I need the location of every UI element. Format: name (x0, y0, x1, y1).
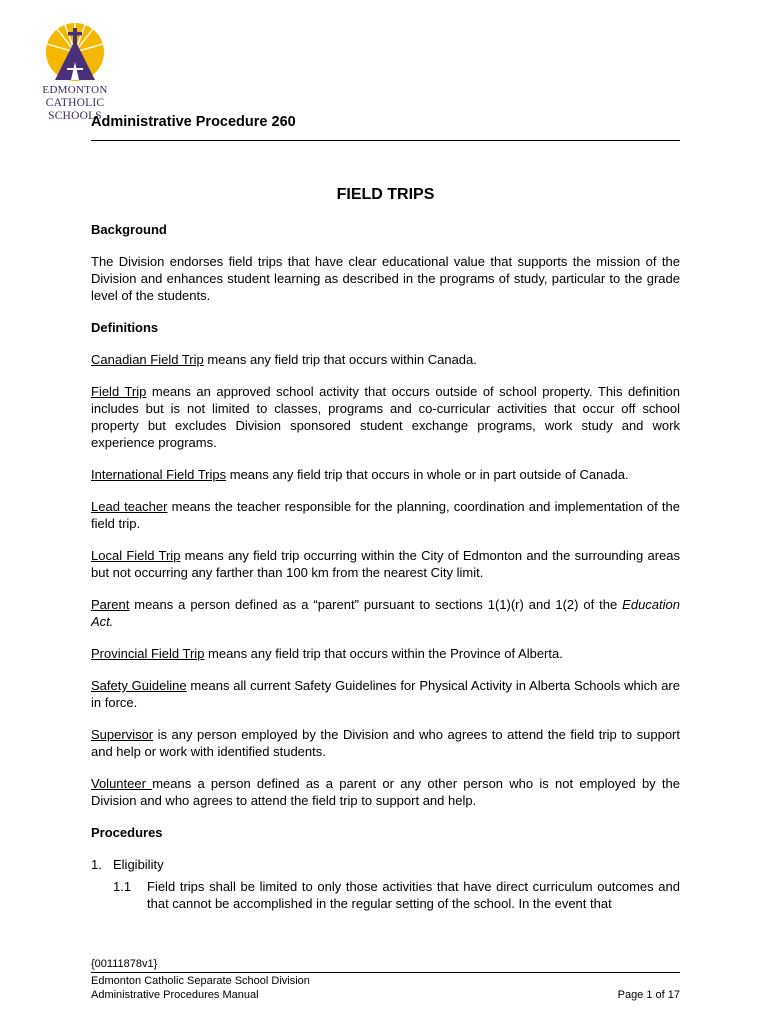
footer-divider (91, 972, 680, 973)
header-divider (91, 140, 680, 141)
definition-text: means any field trip that occurs in whole or in part outside of Canada. (226, 467, 629, 482)
definition-text: means an approved school activity that occurs outside of school property. This definition includes but is not limited to classes, programs and co-curricular activities that occur off school property but excludes Division sponsored student exchange programs, work study and work experience programs. (91, 384, 680, 450)
definition-term: Lead teacher (91, 499, 168, 514)
list-item (91, 856, 680, 873)
page-number: Page 1 of 17 (617, 989, 680, 1001)
sub-list-number: 1.1 (113, 879, 132, 894)
document-title: FIELD TRIPS (336, 186, 435, 203)
definition-item (91, 775, 680, 809)
footer-division: Edmonton Catholic Separate School Division (91, 975, 310, 987)
definition-term: Parent (91, 597, 130, 612)
definition-term: Supervisor (91, 727, 154, 742)
definition-item (91, 677, 680, 711)
sub-list-text: Field trips shall be limited to only those activities that have direct curriculum outcomes and that cannot be accomplished in the regular setting of the school. In the event that (147, 879, 680, 911)
definition-item (91, 351, 680, 368)
definition-term: Field Trip (91, 384, 147, 399)
footer-doc-id: {00111878v1} (91, 958, 158, 970)
list-number: 1. (91, 857, 102, 872)
definitions-heading: Definitions (91, 320, 159, 335)
definition-act-title: Education Act. (91, 597, 680, 629)
logo-line-2: CATHOLIC SCHOOLS (45, 97, 105, 122)
definition-term: International Field Trips (91, 467, 227, 482)
definition-text: means any field trip that occurs within the Province of Alberta. (204, 646, 563, 661)
definition-text: means all current Safety Guidelines for Physical Activity in Alberta Schools which are in force. (91, 678, 680, 710)
definition-term: Provincial Field Trip (91, 646, 205, 661)
document-body (91, 221, 680, 912)
footer-manual: Administrative Procedures Manual (91, 989, 259, 1001)
definition-term: Local Field Trip (91, 548, 181, 563)
definition-item (91, 383, 680, 451)
definition-text: means a person defined as a “parent” pursuant to sections 1(1)(r) and 1(2) of the (129, 597, 623, 612)
definition-item (91, 726, 680, 760)
definition-item (91, 466, 680, 483)
definition-term: Canadian Field Trip (91, 352, 204, 367)
background-heading: Background (91, 222, 167, 237)
procedure-number: Administrative Procedure 260 (91, 114, 296, 130)
procedures-list (91, 856, 680, 912)
definition-text: means a person defined as a parent or any other person who is not employed by the Division and who agrees to attend the field trip to support and help. (91, 776, 680, 808)
definition-term: Safety Guideline (91, 678, 187, 693)
definition-item (91, 645, 680, 662)
page-footer (91, 957, 680, 1002)
definition-item (91, 498, 680, 532)
background-text: The Division endorses field trips that have clear educational value that supports the mission of the Division and enhances student learning as described in the programs of study, particular to the grade level of the students. (91, 254, 680, 303)
edmonton-catholic-schools-logo (20, 22, 130, 122)
definition-text: is any person employed by the Division and who agrees to attend the field trip to support and help or work with identified students. (91, 727, 680, 759)
definition-text: means the teacher responsible for the planning, coordination and implementation of the field trip. (91, 499, 680, 531)
definition-term: Volunteer (91, 776, 153, 791)
logo-line-1: EDMONTON (42, 84, 108, 96)
procedures-heading: Procedures (91, 825, 163, 840)
list-label: Eligibility (113, 857, 164, 872)
sub-list-item (113, 878, 680, 912)
definition-item (91, 547, 680, 581)
sun-church-emblem-icon (45, 22, 105, 84)
definition-item (91, 596, 680, 630)
definition-text: means any field trip occurring within the City of Edmonton and the surrounding areas but not occurring any farther than 100 km from the nearest City limit. (91, 548, 681, 580)
definition-text: means any field trip that occurs within Canada. (203, 352, 477, 367)
